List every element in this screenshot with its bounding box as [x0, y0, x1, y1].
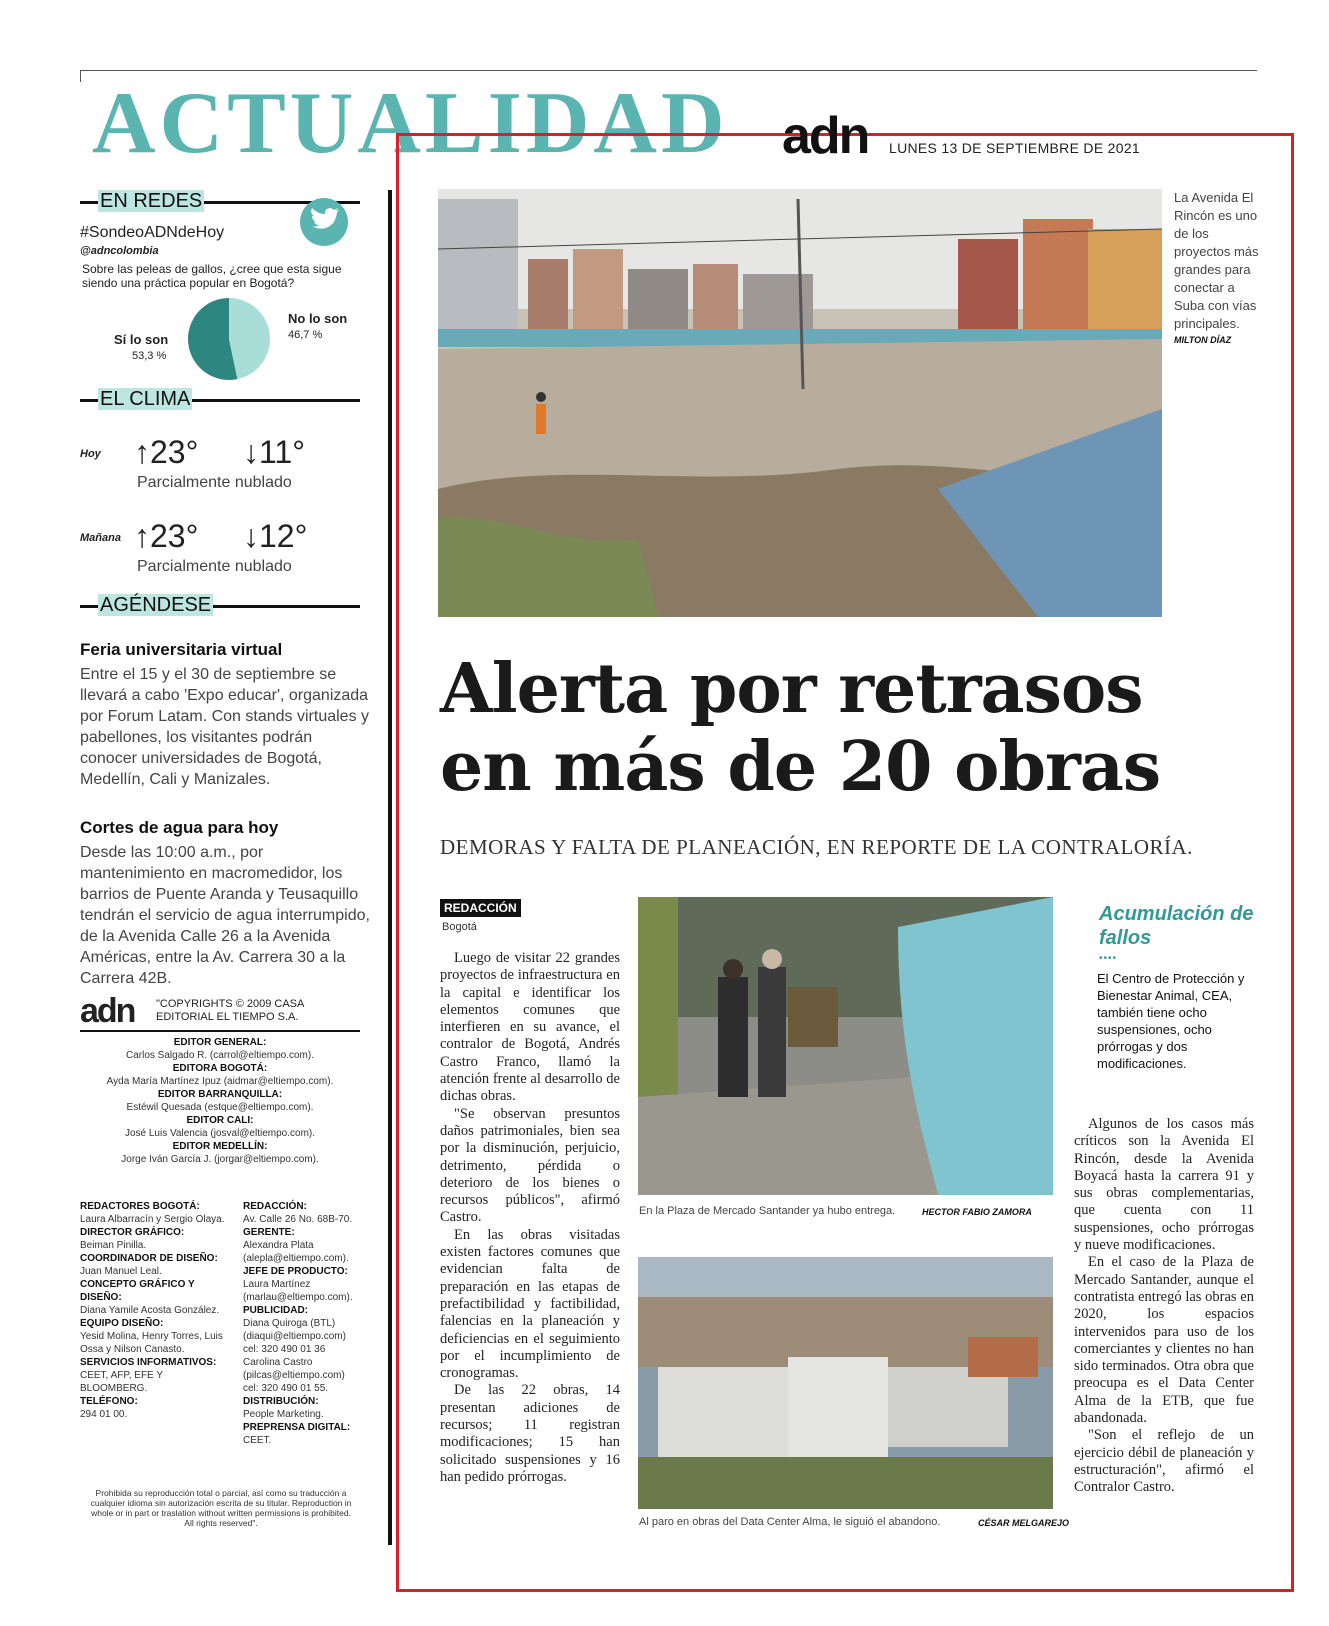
paragraph: "Se observan presuntos daños patrimoniales, bien sea por la disminución, perjuicio, detrimento, pérdida o deterioro de los bienes o recursos públicos", afirmó Castro. — [440, 1105, 620, 1226]
staff-name: Jorge Iván García J. (jorgar@eltiempo.com). — [121, 1154, 319, 1165]
paragraph: De las 22 obras, 14 presentan adiciones de recursos; 11 registran modificaciones; 15 han solicitado suspensiones y 16 han pedido prórrogas. — [440, 1382, 620, 1485]
market-photo — [638, 897, 1053, 1195]
datacenter-photo — [638, 1257, 1053, 1509]
pie-label-no: No lo son — [288, 311, 348, 326]
staff-name: Diana Yamile Acosta González. — [80, 1305, 220, 1316]
top-rule-tick — [80, 70, 81, 82]
staff-name: José Luis Valencia (josval@eltiempo.com). — [124, 1128, 316, 1139]
staff-name: CEET, AFP, EFE Y BLOOMBERG. — [80, 1370, 163, 1394]
staff-name: Beiman Pinilla. — [80, 1240, 147, 1251]
editors-list — [80, 1036, 360, 1166]
byline-city: Bogotá — [442, 921, 477, 933]
weather-day-today: Hoy — [80, 448, 101, 460]
headline: Alerta por retrasos en más de 20 obras — [440, 649, 1161, 807]
poll-handle: @adncolombia — [80, 245, 159, 257]
staff-entry — [80, 1036, 360, 1062]
staff-role: COORDINADOR DE DISEÑO: — [80, 1253, 218, 1264]
redes-header: EN REDES — [80, 190, 360, 212]
pie-value-no: 46,7 % — [288, 329, 323, 341]
staff-role: EDITOR MEDELLÍN: — [172, 1141, 268, 1152]
staff-name: Av. Calle 26 No. 68B-70. — [243, 1214, 353, 1225]
staff-role: REDACTORES BOGOTÁ: — [80, 1201, 200, 1212]
event-title: Cortes de agua para hoy — [80, 818, 279, 837]
twitter-bird-icon — [296, 196, 352, 252]
staff-name: People Marketing. — [243, 1409, 324, 1420]
staff-entry — [243, 1200, 363, 1226]
brand-logo: adn — [782, 107, 869, 165]
box-dots: •••• — [1099, 953, 1118, 964]
staff-entry — [80, 1200, 230, 1226]
staff-name: Carlos Salgado R. (carrol@eltiempo.com). — [126, 1050, 314, 1061]
body-column-1 — [440, 950, 620, 1486]
staff-entry — [243, 1421, 363, 1447]
body-column-3 — [1074, 1116, 1254, 1497]
staff-entry — [80, 1226, 230, 1252]
column-divider — [388, 190, 392, 1545]
staff-name: Laura Albarracín y Sergio Olaya. — [80, 1214, 225, 1225]
weather-max-today: ↑23° — [134, 434, 199, 470]
box-body: El Centro de Protección y Bienestar Animal, CEA, también tiene ocho suspensiones, ocho prórrogas y dos modificaciones. — [1097, 971, 1245, 1071]
staff-entry — [80, 1062, 360, 1088]
staff-role: EQUIPO DISEÑO: — [80, 1318, 164, 1329]
staff-role: EDITOR CALI: — [186, 1115, 254, 1126]
poll-hashtag: #SondeoADNdeHoy — [80, 224, 225, 241]
paragraph: Luego de visitar 22 grandes proyectos de infraestructura en la capital e identificar los elementos comunes que interfieren en su avance, el contralor de Bogotá, Andrés Castro Franco, llamó la atención frente al desarrollo de dichas obras. — [440, 950, 620, 1105]
staff-entry — [80, 1252, 230, 1278]
staff-name: Alexandra Plata (alepla@eltiempo.com). — [243, 1240, 349, 1264]
staff-name: CEET. — [243, 1435, 272, 1446]
staff-list-left — [80, 1200, 230, 1421]
staff-role: DISTRIBUCIÓN: — [243, 1396, 319, 1407]
staff-name: Laura Martínez (marlau@eltiempo.com). — [243, 1279, 353, 1303]
event-title: Feria universitaria virtual — [80, 640, 283, 659]
staff-role: EDITOR GENERAL: — [173, 1037, 267, 1048]
staff-role: CONCEPTO GRÁFICO Y DISEÑO: — [80, 1279, 195, 1303]
staff-role: REDACCIÓN: — [243, 1201, 307, 1212]
staff-entry — [80, 1114, 360, 1140]
staff-entry — [80, 1140, 360, 1166]
staff-role: JEFE DE PRODUCTO: — [243, 1266, 348, 1277]
staff-role: EDITOR BARRANQUILLA: — [157, 1089, 283, 1100]
poll-pie-chart — [186, 296, 272, 382]
weather-min-today: ↓11° — [243, 434, 306, 470]
weather-min-tomorrow: ↓12° — [243, 518, 308, 554]
issue-date: LUNES 13 DE SEPTIEMBRE DE 2021 — [889, 140, 1140, 156]
pie-slice — [229, 298, 270, 379]
weather-max-tomorrow: ↑23° — [134, 518, 199, 554]
legal-notice: Prohibida su reproducción total o parcial, así como su traducción a cualquier idioma sin autorización escrita de su titular. Reproduction in whole or in part or traslation without written permissions is prohibited. All rights reserved". — [90, 1488, 352, 1528]
weather-day-tomorrow: Mañana — [80, 532, 121, 544]
weather-condition-tomorrow: Parcialmente nublado — [137, 558, 292, 575]
event-body: Entre el 15 y el 30 de septiembre se llevará a cabo 'Expo educar', organizada por Forum Latam. Con stands virtuales y pabellones, los visitantes podrán conocer universidades de Bogotá, Medellín, Cali y Manizales. — [80, 666, 370, 788]
weather-condition-today: Parcialmente nublado — [137, 474, 292, 491]
staff-name: 294 01 00. — [80, 1409, 128, 1420]
staff-role: PUBLICIDAD: — [243, 1305, 308, 1316]
staff-entry — [243, 1395, 363, 1421]
event-body: Desde las 10:00 a.m., por mantenimiento en macromedidor, los barrios de Puente Aranda y Teusaquillo tendrán el servicio de agua interrumpido, de la Avenida Calle 26 a la Avenida Américas, entre la Av. Carrera 30 a la Carrera 42B. — [80, 844, 370, 987]
staff-name: Juan Manuel Leal. — [80, 1266, 162, 1277]
staff-name: Ayda María Martínez Ipuz (aidmar@eltiempo.com). — [106, 1076, 334, 1087]
datacenter-credit: CÉSAR MELGAREJO — [978, 1518, 1070, 1528]
hero-photo — [438, 189, 1162, 617]
paragraph: En el caso de la Plaza de Mercado Santander, aunque el contratista entregó las obras en 2020, los espacios intervenidos para uso de los comerciantes y clientes no han sido terminados. Otra obra que preocupa es el Data Center Alma de la ETB, que fue abandonada. — [1074, 1254, 1254, 1427]
staff-role: PREPRENSA DIGITAL: — [243, 1422, 351, 1433]
staff-role: TELÉFONO: — [80, 1396, 138, 1407]
datacenter-caption: Al paro en obras del Data Center Alma, le siguió el abandono. — [639, 1516, 941, 1528]
deck: DEMORAS Y FALTA DE PLANEACIÓN, EN REPORTE DE LA CONTRALORÍA. — [440, 835, 1193, 859]
byline: REDACCIÓN — [440, 899, 521, 917]
hero-caption: La Avenida El Rincón es uno de los proyectos más grandes para conectar a Suba con vías principales. — [1174, 190, 1259, 331]
pie-value-si: 53,3 % — [132, 350, 167, 362]
staff-entry — [243, 1226, 363, 1265]
staff-entry — [243, 1265, 363, 1304]
staff-role: DIRECTOR GRÁFICO: — [80, 1227, 185, 1238]
hero-credit: MILTON DÍAZ — [1174, 335, 1232, 345]
staff-entry — [80, 1278, 230, 1317]
staff-list-right — [243, 1200, 363, 1447]
staff-role: SERVICIOS INFORMATIVOS: — [80, 1357, 217, 1368]
staff-role: EDITORA BOGOTÁ: — [172, 1063, 268, 1074]
staff-entry — [80, 1356, 230, 1395]
market-caption: En la Plaza de Mercado Santander ya hubo entrega. — [639, 1205, 896, 1217]
poll-question: Sobre las peleas de gallos, ¿cree que esta sigue siendo una práctica popular en Bogotá? — [82, 262, 342, 290]
staff-entry — [80, 1395, 230, 1421]
staff-entry — [80, 1317, 230, 1356]
staff-name: Estéwil Quesada (estque@eltiempo.com). — [126, 1102, 314, 1113]
masthead-logo: adn — [80, 992, 135, 1030]
pie-label-si: Sí lo son — [114, 332, 169, 347]
staff-role: GERENTE: — [243, 1227, 295, 1238]
section-title: ACTUALIDAD — [92, 75, 729, 172]
paragraph: Algunos de los casos más críticos son la Avenida El Rincón, desde la Avenida Boyacá hasta la carrera 91 y sus obras complementarias, que cuenta con 11 suspensiones, ocho prórrogas y nueve modificaciones. — [1074, 1116, 1254, 1254]
market-credit: HECTOR FABIO ZAMORA — [922, 1207, 1032, 1217]
box-title: Acumulación de fallos — [1099, 903, 1254, 949]
top-rule — [80, 70, 1257, 71]
staff-name: Yesid Molina, Henry Torres, Luis Ossa y Nilson Canasto. — [80, 1331, 223, 1355]
clima-header: EL CLIMA — [80, 388, 360, 410]
staff-entry — [80, 1088, 360, 1114]
agenda-header: AGÉNDESE — [80, 594, 360, 616]
masthead-rule — [80, 1030, 360, 1032]
paragraph: En las obras visitadas existen factores comunes que evidencian falta de preparación en las etapas de prefactibilidad y factibilidad, falencias en la planeación y deficiencias en el seguimiento por el incumplimiento de cronogramas. — [440, 1226, 620, 1382]
copyright-notice: "COPYRIGHTS © 2009 CASA EDITORIAL EL TIEMPO S.A. — [156, 998, 304, 1023]
staff-name: Diana Quiroga (BTL) (diaqui@eltiempo.com) cel: 320 490 01 36 Carolina Castro (pilcas@eltiempo.com) cel: 320 490 01 55. — [243, 1318, 346, 1394]
paragraph: "Son el reflejo de un ejercicio débil de planeación y estructuración", afirmó el Contralor Castro. — [1074, 1427, 1254, 1496]
staff-entry — [243, 1304, 363, 1395]
